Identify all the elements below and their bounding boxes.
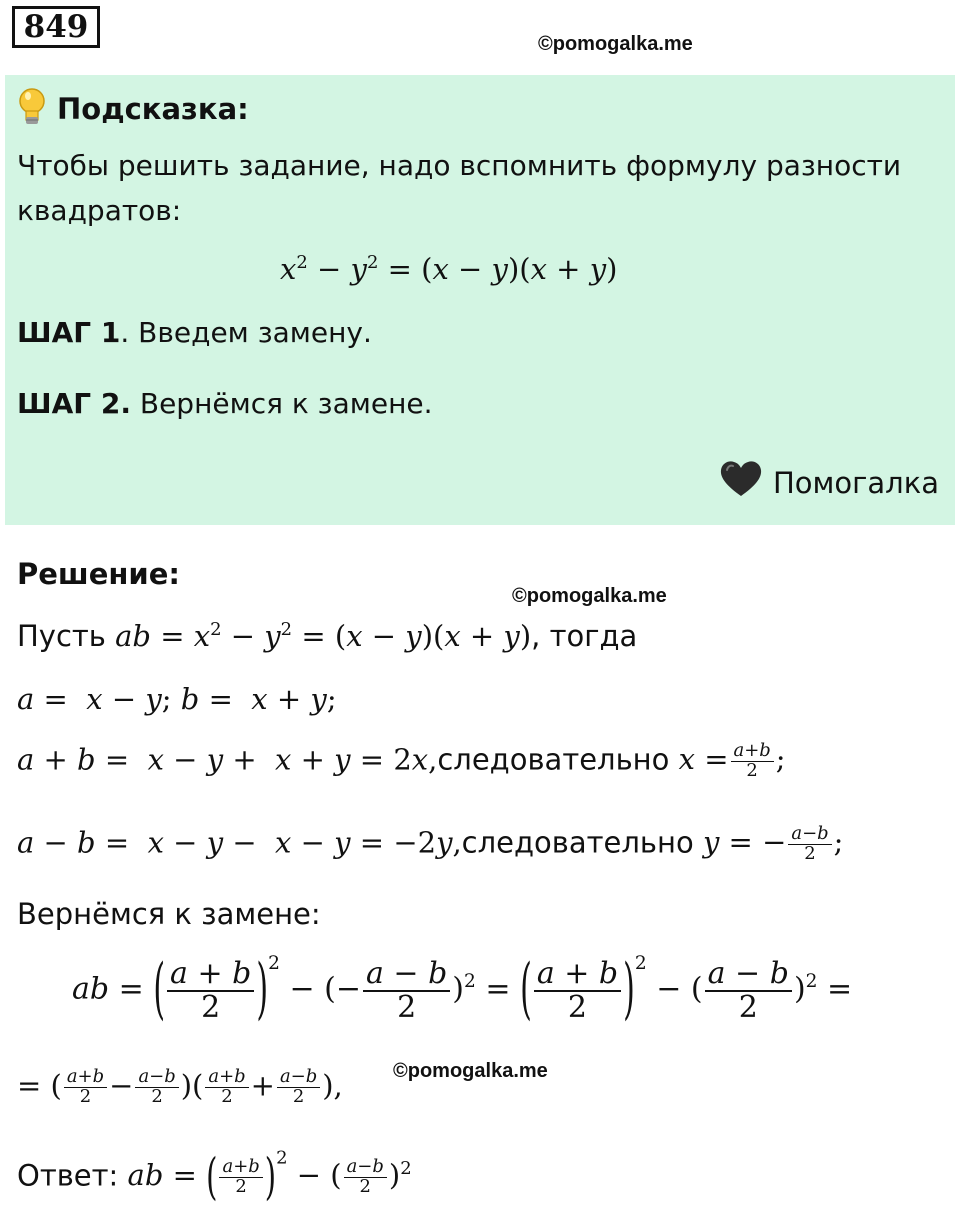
answer-line: Ответ: ab = ( $\frac{a+b}{2}$ )$^2$ − ( $\frac{a-b}{2}$ )$^2$ — [17, 1147, 412, 1206]
brand-name: Помогалка — [773, 465, 939, 500]
brand — [719, 460, 939, 505]
expansion-line-2: = ( $\frac{a+b}{2}$ − $\frac{a-b}{2}$ )( $\frac{a+b}{2}$ + $\frac{a-b}{2}$ ), — [17, 1066, 343, 1107]
heart-icon — [719, 460, 773, 505]
solution-line-let — [17, 618, 638, 653]
hint-line-1: Чтобы решить задание, надо вспомнить формулу разности — [17, 149, 902, 182]
lightbulb-icon — [17, 87, 47, 131]
step-2-text: Вернёмся к замене. — [130, 387, 433, 420]
let-word: Пусть — [17, 619, 116, 653]
hint-box — [5, 75, 955, 525]
formula-difference-of-squares: $x^2 - y^2 = (x - y)(x + y)$ — [280, 251, 618, 286]
therefore-word-1: следовательно — [437, 742, 670, 777]
hint-title — [17, 87, 249, 131]
solution-title: Решение: — [17, 557, 181, 591]
expansion-line-1: ab = ( $\frac{a + b}{2}$ )$^2$ − (− $\frac{a - b}{2}$ )$^2$ = ( $\frac{a + b}{2}$ )$^2$ − ( $\frac{a - b}{2}$ )$^2$ = — [72, 950, 853, 1028]
watermark: ©pomogalka.me — [393, 1060, 548, 1082]
task-number: 849 — [12, 6, 100, 48]
watermark: ©pomogalka.me — [538, 33, 693, 55]
hint-step-2 — [17, 387, 433, 420]
return-text: Вернёмся к замене: — [17, 897, 321, 931]
watermark: ©pomogalka.me — [512, 585, 667, 607]
solution-line-sum: a + b = x − y + x + y = 2x,следовательно x = $\frac{a+b}{2}$ ; — [17, 740, 786, 781]
step-1-label: ШАГ 1 — [17, 316, 121, 349]
hint-title-label: Подсказка: — [57, 92, 249, 126]
solution-line-ab: a = x − y; b = x + y; — [17, 682, 337, 716]
answer-word: Ответ: — [17, 1158, 128, 1193]
hint-step-1 — [17, 316, 372, 349]
step-2-label: ШАГ 2. — [17, 387, 131, 420]
solution-line-diff: a − b = x − y − x − y = −2y,следовательно y = − $\frac{a-b}{2}$ ; — [17, 823, 844, 864]
hint-line-2: квадратов: — [17, 194, 182, 227]
therefore-word-2: следовательно — [461, 825, 694, 860]
then-word: , тогда — [531, 619, 638, 653]
substitution-formula: ab = $x^2 - y^2 = (x - y)(x + y)$ — [115, 618, 532, 653]
step-1-text: . Введем замену. — [120, 316, 372, 349]
